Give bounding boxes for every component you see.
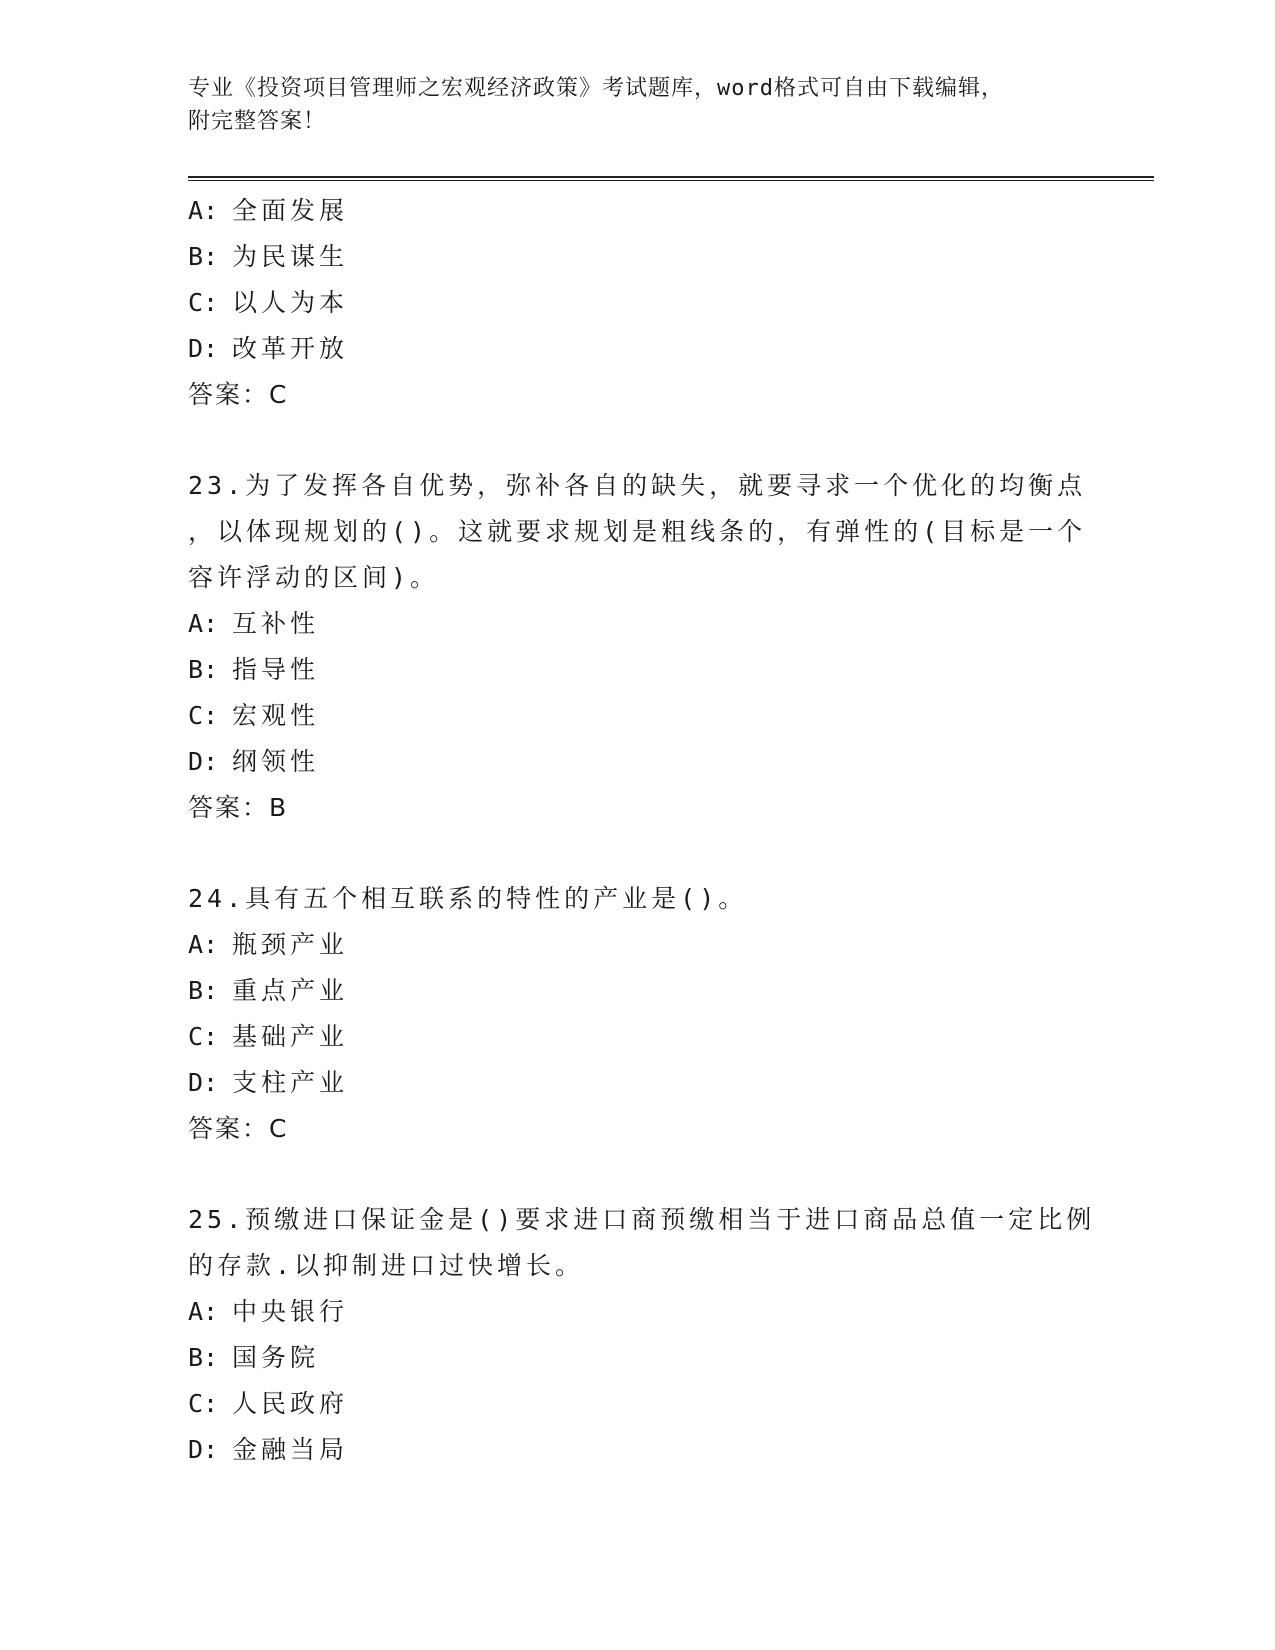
question-list [188, 188, 1096, 1473]
document-header [188, 72, 1068, 138]
option-label: D: [188, 1435, 219, 1464]
option-text: 宏观性 [232, 701, 320, 730]
option-b [188, 234, 1088, 280]
option-label: C: [188, 701, 219, 730]
option-b [188, 647, 1088, 693]
question-24 [188, 876, 1088, 1152]
question-stem-line: 24.具有五个相互联系的特性的产业是()。 [188, 884, 748, 913]
option-text: 指导性 [232, 655, 320, 684]
answer-line: 答案：C [188, 380, 289, 409]
option-label: C: [188, 1389, 219, 1418]
option-text: 金融当局 [232, 1435, 349, 1464]
option-label: A: [188, 930, 219, 959]
question-25 [188, 1197, 1096, 1473]
header-line-1: 专业《投资项目管理师之宏观经济政策》考试题库，word格式可自由下载编辑， [188, 76, 1004, 101]
option-text: 中央银行 [232, 1297, 349, 1326]
option-a [188, 1289, 1088, 1335]
option-b [188, 968, 1088, 1014]
spacer [188, 418, 1088, 463]
question-stem-line: 容许浮动的区间)。 [188, 563, 440, 592]
answer-line: 答案：C [188, 1114, 289, 1143]
option-text: 人民政府 [232, 1389, 349, 1418]
option-b [188, 1335, 1088, 1381]
option-label: D: [188, 334, 219, 363]
option-label: A: [188, 609, 219, 638]
option-label: B: [188, 242, 219, 271]
option-text: 支柱产业 [232, 1068, 349, 1097]
option-label: A: [188, 196, 219, 225]
option-c [188, 1014, 1088, 1060]
question-stem-line: 的存款.以抑制进口过快增长。 [188, 1251, 585, 1280]
option-label: C: [188, 288, 219, 317]
option-a [188, 188, 1088, 234]
option-d [188, 1060, 1088, 1106]
option-label: B: [188, 1343, 219, 1372]
option-text: 以人为本 [232, 288, 349, 317]
option-text: 基础产业 [232, 1022, 349, 1051]
question-stem-line: 25.预缴进口保证金是()要求进口商预缴相当于进口商品总值一定比例 [188, 1205, 1096, 1234]
option-text: 全面发展 [232, 196, 349, 225]
option-text: 纲领性 [232, 747, 320, 776]
question-stem-line: ，以体现规划的()。这就要求规划是粗线条的，有弹性的(目标是一个 [188, 517, 1087, 546]
option-label: A: [188, 1297, 219, 1326]
option-label: C: [188, 1022, 219, 1051]
option-c [188, 280, 1088, 326]
header-divider [188, 176, 1154, 181]
question-23 [188, 463, 1088, 831]
spacer [188, 831, 1088, 876]
option-label: B: [188, 976, 219, 1005]
answer-line: 答案：B [188, 793, 289, 822]
option-text: 重点产业 [232, 976, 349, 1005]
option-a [188, 922, 1088, 968]
option-a [188, 601, 1088, 647]
option-text: 为民谋生 [232, 242, 349, 271]
spacer [188, 1152, 1088, 1197]
option-label: D: [188, 1068, 219, 1097]
option-text: 国务院 [232, 1343, 320, 1372]
option-text: 瓶颈产业 [232, 930, 349, 959]
option-label: D: [188, 747, 219, 776]
question-stem-line: 23.为了发挥各自优势，弥补各自的缺失，就要寻求一个优化的均衡点 [188, 471, 1087, 500]
option-c [188, 1381, 1088, 1427]
option-d [188, 326, 1088, 372]
option-label: B: [188, 655, 219, 684]
option-d [188, 739, 1088, 785]
option-text: 改革开放 [232, 334, 349, 363]
question-22-options [188, 188, 1088, 418]
option-c [188, 693, 1088, 739]
option-d [188, 1427, 1088, 1473]
option-text: 互补性 [232, 609, 320, 638]
header-line-2: 附完整答案！ [188, 109, 327, 134]
